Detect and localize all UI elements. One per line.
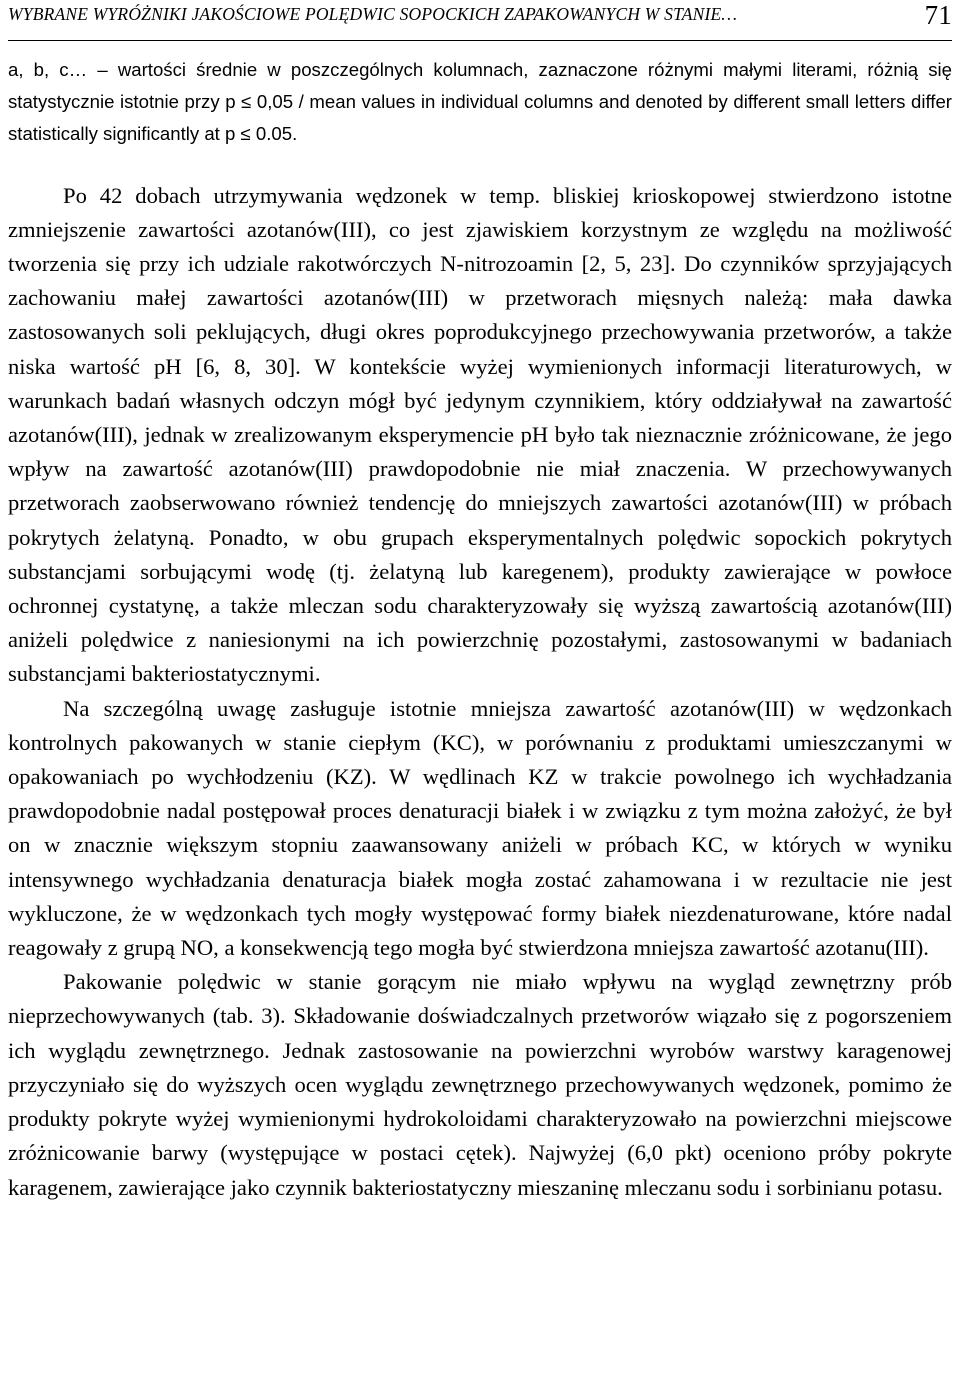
paragraph: Na szczególną uwagę zasługuje istotnie mniejsza zawartość azotanów(III) w wędzonkach kontrolnych pakowanych w stanie ciepłym (KC), w porównaniu z produktami umieszczanymi w opakowaniach po wychłodzeniu (KZ). W wędlinach KZ w trakcie powolnego ich wychładzania prawdopodobnie nadal postępował proces denaturacji białek i w związku z tym można założyć, że był on w znacznie większym stopniu zaawansowany aniżeli w próbach KC, w których w wyniku intensywnego wychładzania denaturacja białek mogła zostać zahamowana i w rezultacie nie jest wykluczone, że w wędzonkach tych mogły występować formy białek niezdenaturowane, które nadal reagowały z grupą NO, a konsekwencją tego mogła być stwierdzona mniejsza zawartość azotanu(III). (8, 695, 952, 961)
running-title: WYBRANE WYRÓŻNIKI JAKOŚCIOWE POLĘDWIC SOPOCKICH ZAPAKOWANYCH W STANIE… (8, 4, 738, 24)
paragraph: Po 42 dobach utrzymywania wędzonek w temp. bliskiej krioskopowej stwierdzono istotne zmniejszenie zawartości azotanów(III), co jest zjawiskiem korzystnym ze względu na możliwość tworzenia się przy ich udziale rakotwórczych N-nitrozoamin [2, 5, 23]. Do czynników sprzyjających zachowaniu małej zawartości azotanów(III) w przetworach mięsnych należą: mała dawka zastosowanych soli peklujących, długi okres poprodukcyjnego przechowywania przetworów, a także niska wartość pH [6, 8, 30]. W kontekście wyżej wymienionych informacji literaturowych, w warunkach badań własnych odczyn mógł być jedynym czynnikiem, który oddziaływał na zawartość azotanów(III), jednak w zrealizowanym eksperymencie pH było tak nieznacznie zróżnicowane, że jego wpływ na zawartość azotanów(III) prawdopodobnie nie miał znaczenia. W przechowywanych przetworach zaobserwowano również tendencję do mniejszych zawartości azotanów(III) w próbach pokrytych żelatyną. Ponadto, w obu grupach eksperymentalnych polędwic sopockich pokrytych substancjami sorbującymi wodę (tj. żelatyną lub karegenem), produkty zawierające w powłoce ochronnej cystatynę, a także mleczan sodu charakteryzowały się wyższą zawartością azotanów(III) aniżeli polędwice z naniesionymi na ich powierzchnię pozostałymi, zastosowanymi w badaniach substancjami bakteriostatycznymi. (8, 182, 952, 687)
page-number: 71 (924, 0, 952, 30)
document-page (8, 0, 952, 1205)
paragraph: Pakowanie polędwic w stanie gorącym nie miało wpływu na wygląd zewnętrzny prób nieprzechowywanych (tab. 3). Składowanie doświadczalnych przetworów wiązało się z pogorszeniem ich wyglądu zewnętrznego. Jednak zastosowanie na powierzchni wyrobów warstwy karagenowej przyczyniało się do wyższych ocen wyglądu zewnętrznego przechowywanych wędzonek, pomimo że produkty pokryte wyżej wymienionymi hydrokoloidami charakteryzowało na powierzchni miejscowe zróżnicowanie barwy (występujące w postaci cętek). Najwyżej (6,0 pkt) oceniono próby pokryte karagenem, zawierające jako czynnik bakteriostatyczny mieszaninę mleczanu sodu i sorbinianu potasu. (8, 969, 952, 1200)
body-text (8, 179, 952, 1205)
table-footnote: a, b, c… – wartości średnie w poszczególnych kolumnach, zaznaczone różnymi małymi literami, różnią się statystycznie istotnie przy p ≤ 0,05 / mean values in individual columns and denoted by different small letters differ statistically significantly at p ≤ 0.05. (8, 59, 952, 145)
running-header (8, 0, 952, 41)
